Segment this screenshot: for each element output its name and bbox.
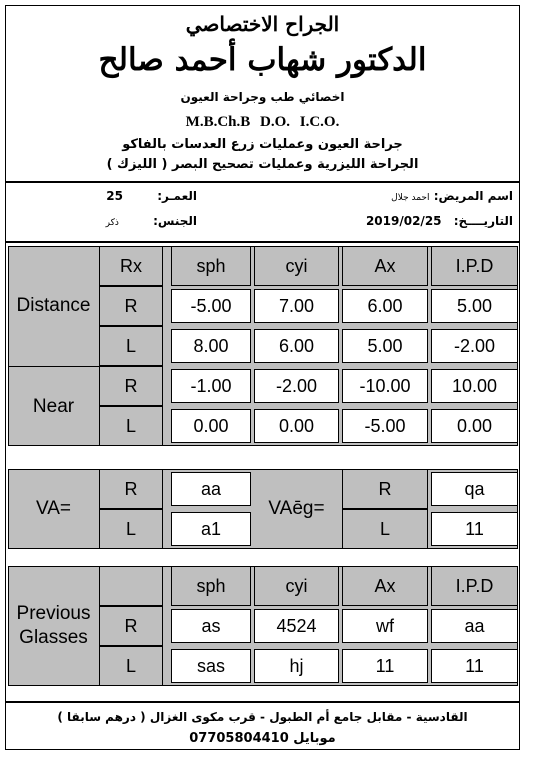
near-r-ipd[interactable]: 10.00 xyxy=(431,369,518,403)
va-r-value[interactable]: aa xyxy=(171,472,251,506)
vaeg-r-label: R xyxy=(342,469,428,509)
distance-r-label: R xyxy=(99,286,163,326)
near-l-sph[interactable]: 0.00 xyxy=(171,409,251,443)
near-r-label: R xyxy=(99,366,163,406)
near-r-sph[interactable]: -1.00 xyxy=(171,369,251,403)
patient-date-value: 2019/02/25 xyxy=(365,214,442,228)
patient-gender-value: ذكر xyxy=(105,218,119,228)
previous-r-ipd[interactable]: aa xyxy=(431,609,518,643)
clinic-address: القادسية - مقابل جامع أم الطبول - قرب مكوى الغزال ( درهم سابقا ) xyxy=(57,710,468,724)
patient-age-label: العمـر: xyxy=(157,189,197,203)
clinic-mobile: موبايل 07705804410 xyxy=(189,731,336,746)
services-line-2: الجراحة الليزرية وعمليات تصحيح البصر ( الليزك ) xyxy=(106,157,419,172)
previous-r-label: R xyxy=(99,606,163,646)
vaeg-label: VAēg= xyxy=(268,498,325,520)
ax-header: Ax xyxy=(342,246,428,286)
prescription-sheet xyxy=(5,5,520,750)
patient-divider xyxy=(6,241,519,243)
near-label: Near xyxy=(8,366,99,446)
ipd-header: I.P.D xyxy=(431,246,518,286)
patient-name-value: احمد جلال xyxy=(391,193,430,203)
previous-r-cyl[interactable]: 4524 xyxy=(254,609,339,643)
vaeg-l-value[interactable]: 11 xyxy=(431,512,518,546)
doctor-degrees: M.B.Ch.B D.O. I.C.O. xyxy=(185,114,340,130)
cyl-header: cyi xyxy=(254,246,339,286)
previous-l-sph[interactable]: sas xyxy=(171,649,251,683)
previous-corner xyxy=(99,566,163,606)
patient-age-value: 25 xyxy=(106,189,123,203)
va-l-value[interactable]: a1 xyxy=(171,512,251,546)
distance-l-ax[interactable]: 5.00 xyxy=(342,329,428,363)
previous-l-label: L xyxy=(99,646,163,686)
sph-header: sph xyxy=(171,246,251,286)
previous-r-ax[interactable]: wf xyxy=(342,609,428,643)
previous-l-ax[interactable]: 11 xyxy=(342,649,428,683)
previous-l-ipd[interactable]: 11 xyxy=(431,649,518,683)
previous-sph-header: sph xyxy=(171,566,251,606)
distance-label: Distance xyxy=(16,295,91,317)
previous-label-line1: Previous xyxy=(16,603,91,625)
distance-r-sph[interactable]: -5.00 xyxy=(171,289,251,323)
patient-name-label: اسم المريض: xyxy=(433,189,513,203)
near-r-ax[interactable]: -10.00 xyxy=(342,369,428,403)
previous-glasses-label xyxy=(8,566,99,686)
previous-cyl-header: cyi xyxy=(254,566,339,606)
va-l-label: L xyxy=(99,509,163,549)
distance-r-cyl[interactable]: 7.00 xyxy=(254,289,339,323)
near-l-cyl[interactable]: 0.00 xyxy=(254,409,339,443)
previous-label-line2: Glasses xyxy=(19,627,88,648)
specialty-title: الجراح الاختصاصي xyxy=(185,12,340,36)
footer-divider xyxy=(6,701,519,703)
vaeg-l-label: L xyxy=(342,509,428,549)
header-divider xyxy=(6,181,519,183)
va-label: VA= xyxy=(35,498,72,520)
previous-l-cyl[interactable]: hj xyxy=(254,649,339,683)
near-l-ipd[interactable]: 0.00 xyxy=(431,409,518,443)
near-l-label: L xyxy=(99,406,163,446)
doctor-name: الدكتور شهاب أحمد صالح xyxy=(98,42,427,78)
patient-name-field xyxy=(391,189,513,203)
patient-date-label: التاريــــخ: xyxy=(453,214,513,228)
doctor-subtitle: اخصائي طب وجراحة العيون xyxy=(180,90,345,104)
distance-l-sph[interactable]: 8.00 xyxy=(171,329,251,363)
patient-gender-field xyxy=(106,214,197,228)
distance-l-cyl[interactable]: 6.00 xyxy=(254,329,339,363)
services-line-1: جراحة العيون وعمليات زرع العدسات بالفاكو xyxy=(122,137,403,152)
previous-r-sph[interactable]: as xyxy=(171,609,251,643)
distance-l-label: L xyxy=(99,326,163,366)
va-r-label: R xyxy=(99,469,163,509)
distance-l-ipd[interactable]: -2.00 xyxy=(431,329,518,363)
rx-header: Rx xyxy=(99,246,163,286)
distance-r-ax[interactable]: 6.00 xyxy=(342,289,428,323)
near-r-cyl[interactable]: -2.00 xyxy=(254,369,339,403)
near-l-ax[interactable]: -5.00 xyxy=(342,409,428,443)
previous-ipd-header: I.P.D xyxy=(431,566,518,606)
vaeg-r-value[interactable]: qa xyxy=(431,472,518,506)
previous-ax-header: Ax xyxy=(342,566,428,606)
distance-r-ipd[interactable]: 5.00 xyxy=(431,289,518,323)
patient-gender-label: الجنس: xyxy=(153,214,197,228)
patient-age-field xyxy=(106,189,197,203)
patient-date-field xyxy=(366,214,513,228)
